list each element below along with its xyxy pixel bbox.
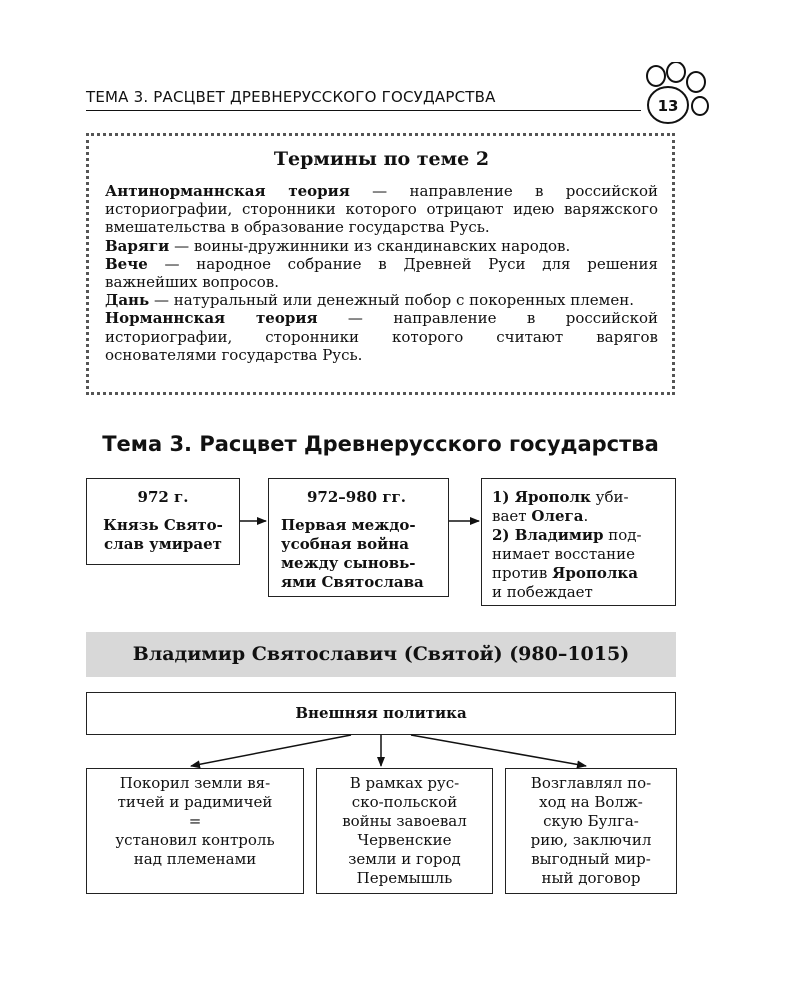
running-head: ТЕМА 3. РАСЦВЕТ ДРЕВНЕРУССКОГО ГОСУДАРСТВА [86, 88, 496, 106]
ruler-banner: Владимир Святославич (Святой) (980–1015) [86, 632, 676, 677]
flow-box-972-980: 972–980 гг. Первая междо- усобная война между сыновь- ями Святослава [268, 478, 449, 597]
arrow-down-right [411, 735, 586, 766]
terms-title: Термины по теме 2 [273, 148, 490, 170]
foreign-policy-box: Внешняя политика [86, 692, 676, 735]
flow-box-972: 972 г. Князь Свято- слав умирает [86, 478, 240, 565]
term-entry: Норманнская теория — направление в российской историографии, сторонники которого считают варягов основателями государства Русь. [105, 309, 658, 364]
header-rule [86, 110, 641, 111]
outcome-box-bulgaria: Возглавлял по- ход на Волж- скую Булга- рию, заключил выгодный мир- ный договор [505, 768, 677, 894]
term-entry: Варяги — воины-дружинники из скандинавских народов. [105, 236, 571, 255]
paw-page-number-icon [634, 62, 714, 132]
arrow-down-left [191, 735, 351, 766]
flow-date: 972 г. [137, 488, 189, 506]
flow-date: 972–980 гг. [307, 488, 406, 506]
terms-list [105, 182, 658, 364]
page-number: 13 [657, 97, 679, 115]
topic-title: Тема 3. Расцвет Древнерусского государства [102, 432, 659, 456]
term-entry: Антинорманнская теория — направление в российской историографии, сторонники которого отрицают идею варяжского вмешательства в образование государства Русь. [105, 182, 658, 237]
term-entry: Вече — народное собрание в Древней Руси для решения важнейших вопросов. [105, 254, 658, 292]
outcome-box-war: В рамках рус- ско-польской войны завоевал Червенские земли и город Перемышль [316, 768, 493, 894]
terms-box [86, 133, 675, 395]
outcome-box-tribes: Покорил земли вя- тичей и радимичей = установил контроль над племенами [86, 768, 304, 894]
flow-box-outcome: 1) Ярополк уби- вает Олега. 2) Владимир под- нимает восстание против Ярополка и побеждает [481, 478, 676, 606]
term-entry: Дань — натуральный или денежный побор с покоренных племен. [105, 291, 634, 310]
